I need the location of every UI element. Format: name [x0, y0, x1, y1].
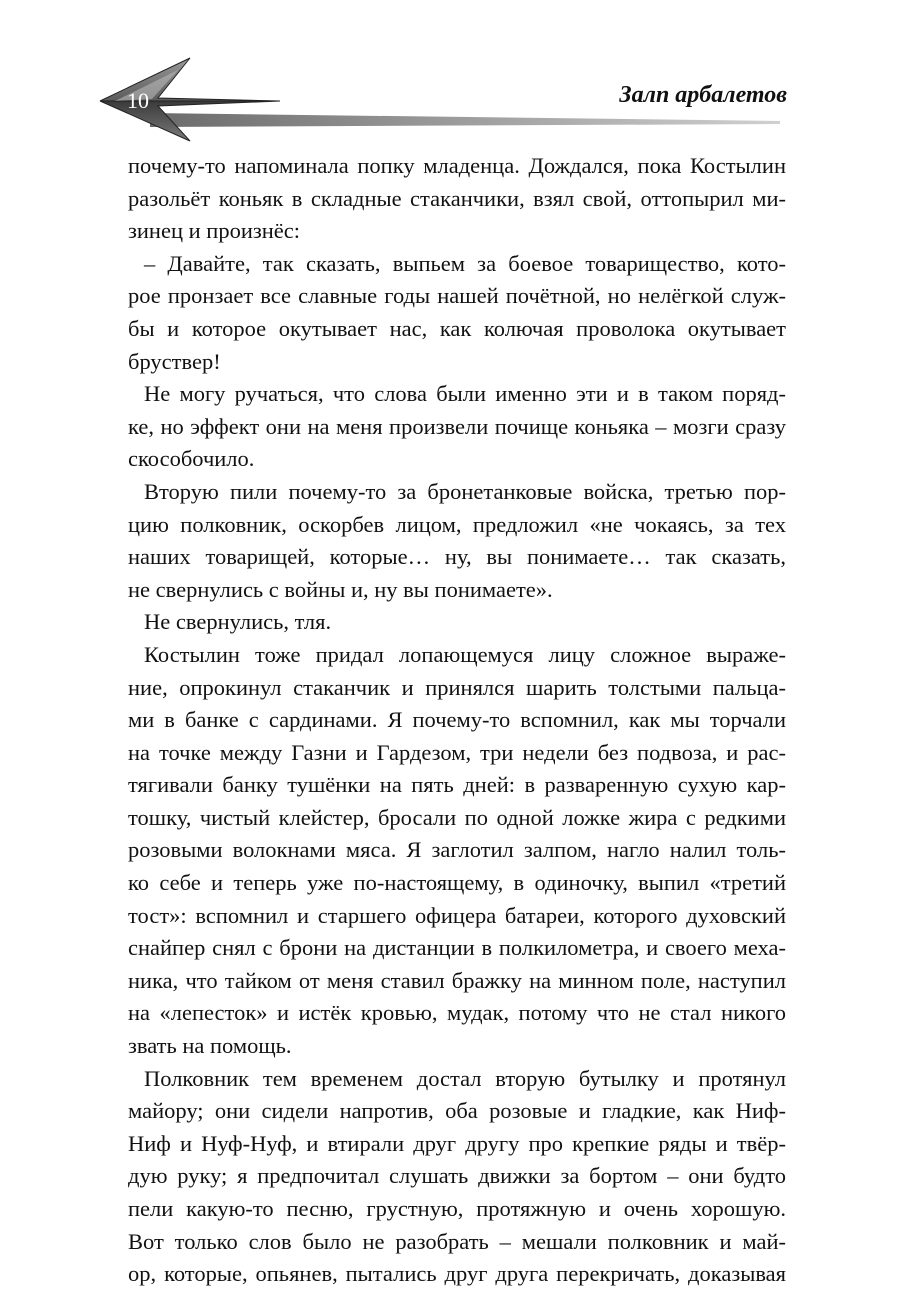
text-line: розовыми волокнами мяса. Я заглотил залпом, нагло налил толь- [128, 837, 786, 863]
text-line: почему-то напоминала попку младенца. Дождался, пока Костылин [128, 153, 786, 178]
text-line: бы и которое окутывает нас, как колючая проволока окутывает [128, 315, 786, 341]
text-line: на «лепесток» и истёк кровью, мудак, потому что не стал никого [128, 1000, 786, 1026]
text-line: Полковник тем временем достал вторую бутылку и протянул [144, 1065, 786, 1091]
text-line: разольёт коньяк в складные стаканчики, взял свой, оттопырил ми- [128, 185, 786, 211]
text-line: на точке между Газни и Гардезом, три недели без подвоза, и рас- [128, 739, 786, 765]
text-line: тошку, чистый клейстер, бросали по одной ложке жира с редкими [128, 804, 786, 830]
page-header [0, 0, 900, 150]
text-line: ор, которые, опьянев, пытались друг друга перекричать, доказывая [128, 1261, 786, 1287]
text-line: Вот только слов было не разобрать – мешали полковник и май- [128, 1228, 786, 1254]
text-line: скособочило. [128, 446, 255, 472]
page-number: 10 [127, 88, 149, 113]
text-line: ника, что тайком от меня ставил бражку на минном поле, наступил [128, 967, 786, 993]
text-line: рое пронзает все славные годы нашей почётной, но нелёгкой служ- [128, 283, 786, 309]
text-line: снайпер снял с брони на дистанции в полкилометра, и своего меха- [128, 935, 786, 961]
text-line: Ниф и Нуф-Нуф, и втирали друг другу про крепкие ряды и твёр- [128, 1130, 786, 1156]
running-title: Залп арбалетов [619, 82, 787, 108]
text-line: майору; они сидели напротив, оба розовые и гладкие, как Ниф- [128, 1098, 786, 1124]
text-line: тост»: вспомнил и старшего офицера батареи, которого духовский [128, 902, 786, 928]
text-line: ние, опрокинул стаканчик и принялся шарить толстыми пальца- [128, 674, 786, 700]
arrow-ornament-icon [0, 0, 900, 150]
text-line: бруствер! [128, 348, 221, 374]
text-line: дую руку; я предпочитал слушать движки за бортом – они будто [128, 1163, 786, 1189]
text-line: Не свернулись, тля. [144, 609, 332, 635]
text-line: Костылин тоже придал лопающемуся лицу сложное выраже- [144, 641, 786, 667]
text-line: зинец и произнёс: [128, 218, 301, 244]
text-line: ке, но эффект они на меня произвели почище коньяка – мозги сразу [128, 413, 786, 439]
text-line: пели какую-то песню, грустную, протяжную и очень хорошую. [128, 1196, 786, 1221]
text-line: – Давайте, так сказать, выпьем за боевое товарищество, кото- [144, 250, 786, 276]
text-line: ко себе и теперь уже по-настоящему, в одиночку, выпил «третий [128, 870, 786, 896]
text-line: не свернулись с войны и, ну вы понимаете». [128, 576, 553, 602]
text-line: Не могу ручаться, что слова были именно эти и в таком поряд- [144, 381, 786, 407]
text-line: Вторую пили почему-то за бронетанковые войска, третью пор- [144, 478, 786, 504]
text-line: звать на помощь. [128, 1033, 292, 1059]
text-line: тягивали банку тушёнки на пять дней: в разваренную сухую кар- [128, 772, 786, 798]
body-text [128, 150, 786, 1291]
text-line: ми в банке с сардинами. Я почему-то вспомнил, как мы торчали [128, 707, 786, 733]
text-line: цию полковник, оскорбев лицом, предложил «не чокаясь, за тех [128, 511, 786, 537]
text-line: наших товарищей, которые… ну, вы понимаете… так сказать, [128, 544, 786, 570]
